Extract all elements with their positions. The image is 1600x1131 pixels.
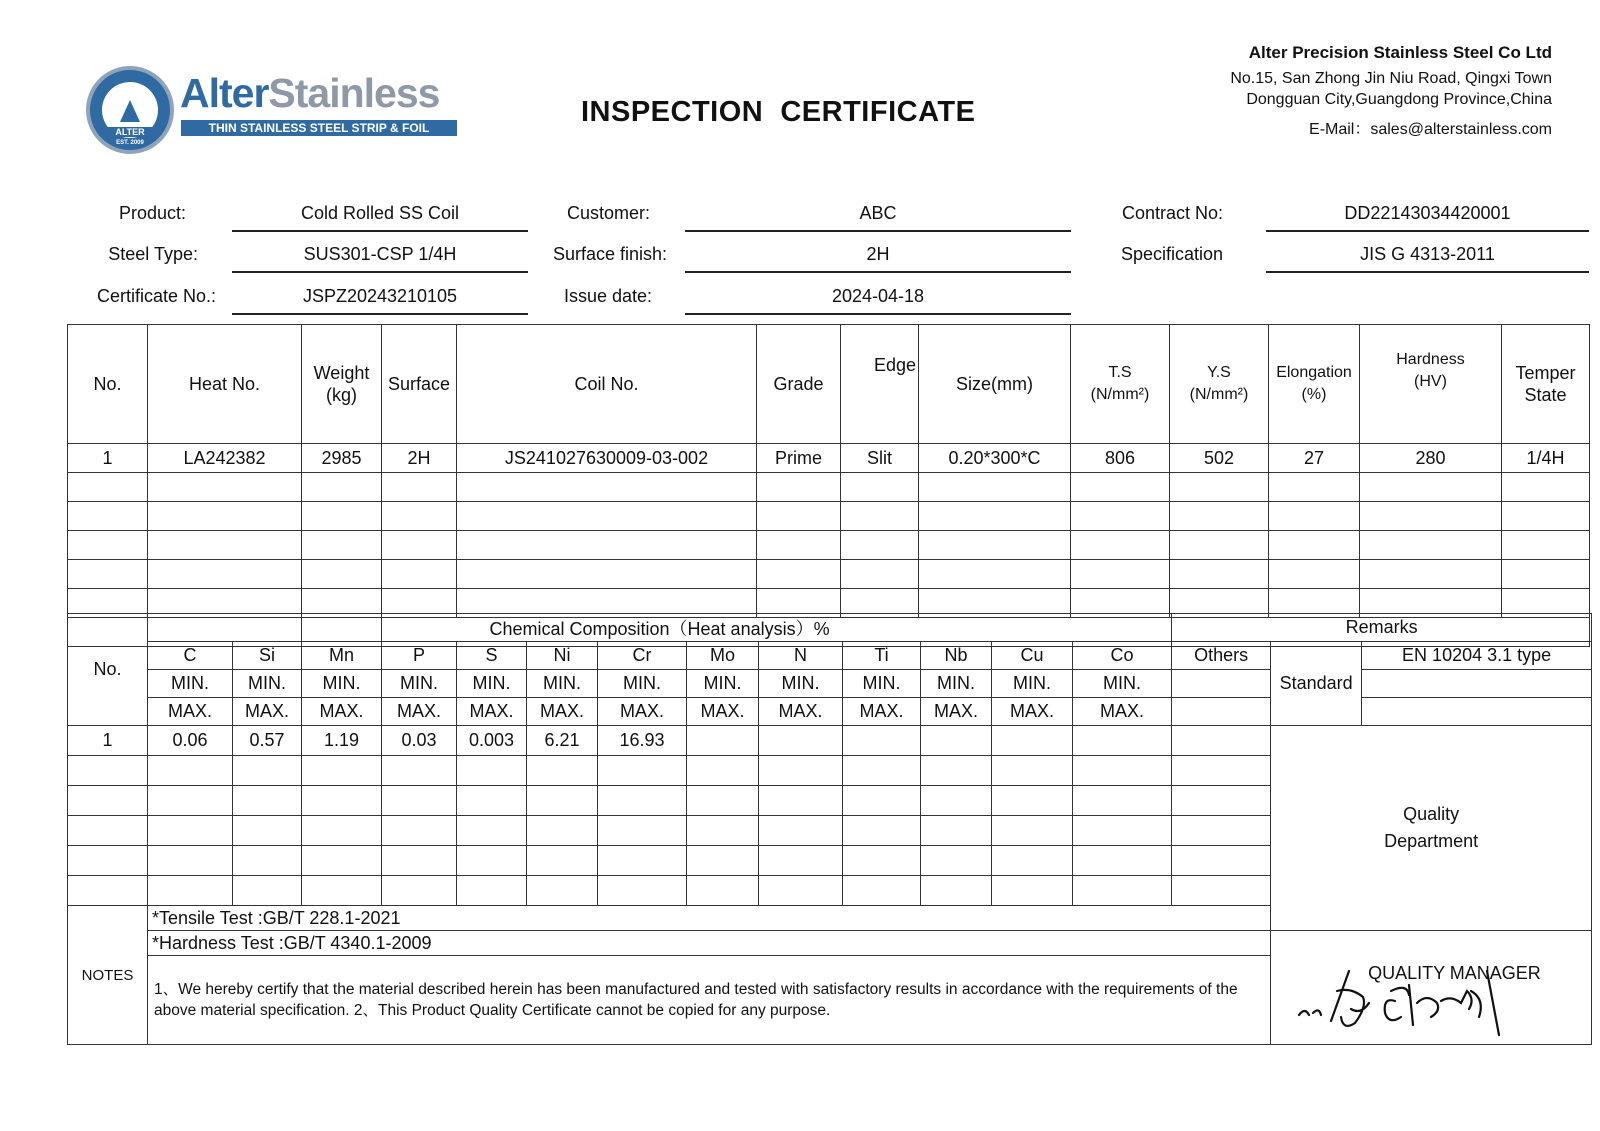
customer-value: ABC: [685, 200, 1071, 232]
col-elongation: Elongation (%): [1269, 325, 1360, 444]
issue-date-value: 2024-04-18: [685, 283, 1071, 315]
product-value: Cold Rolled SS Coil: [232, 200, 528, 232]
surface-finish-label: Surface finish:: [552, 244, 667, 264]
logo-tagline: THIN STAINLESS STEEL STRIP & FOIL: [181, 120, 457, 136]
col-size: Size(mm): [919, 325, 1071, 444]
contract-value: DD22143034420001: [1266, 200, 1589, 232]
certificate-no-value: JSPZ20243210105: [232, 283, 528, 315]
quality-manager-cell: [1271, 931, 1592, 1045]
tensile-note: *Tensile Test :GB/T 228.1-2021: [148, 906, 1271, 931]
chem-data-row: [68, 726, 1592, 756]
logo-badge-icon: ALTER EST. 2009: [86, 66, 174, 154]
cell-ys: 502: [1170, 444, 1269, 473]
col-grade: Grade: [757, 325, 841, 444]
table-row: [68, 502, 1590, 531]
company-name: Alter Precision Stainless Steel Co Ltd: [1248, 43, 1552, 62]
certification-statement: 1、We hereby certify that the material described herein has been manufactured and tested with satisfactory results in accordance with the requirements of the above material specification. 2、This Product Quality Certificate cannot be copied for any purpose.: [148, 956, 1271, 1045]
min-label: MIN.: [1073, 670, 1172, 698]
element-others: Others: [1172, 642, 1271, 670]
table-row: [68, 531, 1590, 560]
col-temper: Temper State: [1502, 325, 1590, 444]
table-row: [68, 444, 1590, 473]
max-label: MAX.: [759, 698, 843, 726]
cell-hardness: 280: [1360, 444, 1502, 473]
min-label: MIN.: [382, 670, 457, 698]
certificate-no-label: Certificate No.:: [96, 286, 216, 306]
col-surface: Surface: [382, 325, 457, 444]
specification-label: Specification: [1120, 244, 1223, 264]
element-p: P: [382, 642, 457, 670]
min-label: MIN.: [759, 670, 843, 698]
remarks-header: Remarks: [1172, 614, 1592, 642]
table-header-row: [68, 325, 1590, 444]
col-no: No.: [68, 325, 148, 444]
chem-title: Chemical Composition（Heat analysis）%: [148, 614, 1172, 642]
chemical-composition-table: [67, 613, 1592, 1045]
mechanical-properties-table: [67, 324, 1590, 647]
quality-manager-label: QUALITY MANAGER: [1368, 963, 1541, 983]
element-ti: Ti: [843, 642, 921, 670]
max-label: MAX.: [1073, 698, 1172, 726]
col-hardness: Hardness (HV): [1360, 325, 1502, 444]
notes-label: NOTES: [68, 906, 148, 1045]
min-label: MIN.: [457, 670, 527, 698]
col-coil-no: Coil No.: [457, 325, 757, 444]
company-email: E-Mail：sales@alterstainless.com: [1309, 121, 1552, 138]
min-label: MIN.: [921, 670, 992, 698]
min-label: MIN.: [598, 670, 687, 698]
chem-cell-cr: 16.93: [598, 726, 687, 756]
element-ni: Ni: [527, 642, 598, 670]
max-label: MAX.: [992, 698, 1073, 726]
steel-type-label: Steel Type:: [108, 244, 198, 264]
max-label: MAX.: [598, 698, 687, 726]
standard-label: Standard: [1271, 642, 1362, 726]
quality-department: Quality Department: [1271, 726, 1592, 931]
cell-temper: 1/4H: [1502, 444, 1590, 473]
chem-max-row: [68, 698, 1592, 726]
max-label: MAX.: [687, 698, 759, 726]
chem-col-no: No.: [68, 614, 148, 726]
company-address-line1: No.15, San Zhong Jin Niu Road, Qingxi Town: [1230, 70, 1552, 87]
company-logo: [86, 66, 466, 158]
min-label: MIN.: [687, 670, 759, 698]
min-label: MIN.: [843, 670, 921, 698]
min-label: MIN.: [527, 670, 598, 698]
chem-cell-c: 0.06: [148, 726, 233, 756]
product-label: Product:: [118, 203, 186, 223]
contract-label: Contract No:: [1121, 203, 1223, 223]
min-label: MIN.: [233, 670, 302, 698]
document-title: INSPECTION CERTIFICATE: [581, 96, 976, 128]
col-ts: T.S (N/mm²): [1071, 325, 1170, 444]
standard-value: EN 10204 3.1 type: [1362, 642, 1592, 670]
max-label: MAX.: [382, 698, 457, 726]
chem-min-row: [68, 670, 1592, 698]
col-heat-no: Heat No.: [148, 325, 302, 444]
logo-brand: AlterStainless: [180, 70, 440, 116]
chem-cell-ni: 6.21: [527, 726, 598, 756]
issue-date-label: Issue date:: [563, 286, 652, 306]
element-n: N: [759, 642, 843, 670]
max-label: MAX.: [843, 698, 921, 726]
chem-title-row: [68, 614, 1592, 642]
col-edge: Edge: [841, 325, 919, 444]
chem-cell-p: 0.03: [382, 726, 457, 756]
customer-label: Customer:: [566, 203, 650, 223]
chem-element-row: [68, 642, 1592, 670]
element-nb: Nb: [921, 642, 992, 670]
chem-cell-s: 0.003: [457, 726, 527, 756]
cell-no: 1: [68, 444, 148, 473]
cell-ts: 806: [1071, 444, 1170, 473]
element-si: Si: [233, 642, 302, 670]
element-mn: Mn: [302, 642, 382, 670]
chem-cell-no: 1: [68, 726, 148, 756]
max-label: MAX.: [527, 698, 598, 726]
element-cu: Cu: [992, 642, 1073, 670]
cell-weight: 2985: [302, 444, 382, 473]
element-mo: Mo: [687, 642, 759, 670]
steel-type-value: SUS301-CSP 1/4H: [232, 241, 528, 273]
max-label: MAX.: [148, 698, 233, 726]
table-row: [68, 473, 1590, 502]
cell-heat-no: LA242382: [148, 444, 302, 473]
max-label: MAX.: [457, 698, 527, 726]
max-label: MAX.: [233, 698, 302, 726]
col-ys: Y.S (N/mm²): [1170, 325, 1269, 444]
min-label: MIN.: [148, 670, 233, 698]
cell-elongation: 27: [1269, 444, 1360, 473]
min-label: MIN.: [992, 670, 1073, 698]
element-s: S: [457, 642, 527, 670]
element-co: Co: [1073, 642, 1172, 670]
col-weight: Weight (kg): [302, 325, 382, 444]
cell-grade: Prime: [757, 444, 841, 473]
table-row: [68, 560, 1590, 589]
max-label: MAX.: [921, 698, 992, 726]
notes-row: [68, 931, 1592, 956]
hardness-note: *Hardness Test :GB/T 4340.1-2009: [148, 931, 1271, 956]
cell-edge: Slit: [841, 444, 919, 473]
cell-coil-no: JS241027630009-03-002: [457, 444, 757, 473]
cell-surface: 2H: [382, 444, 457, 473]
cell-size: 0.20*300*C: [919, 444, 1071, 473]
element-cr: Cr: [598, 642, 687, 670]
company-info: [1230, 42, 1552, 140]
company-address-line2: Dongguan City,Guangdong Province,China: [1246, 91, 1552, 108]
chem-cell-mn: 1.19: [302, 726, 382, 756]
signature-icon: [1291, 951, 1531, 1041]
max-label: MAX.: [302, 698, 382, 726]
element-c: C: [148, 642, 233, 670]
min-label: MIN.: [302, 670, 382, 698]
chem-cell-si: 0.57: [233, 726, 302, 756]
specification-value: JIS G 4313-2011: [1266, 241, 1589, 273]
surface-finish-value: 2H: [685, 241, 1071, 273]
